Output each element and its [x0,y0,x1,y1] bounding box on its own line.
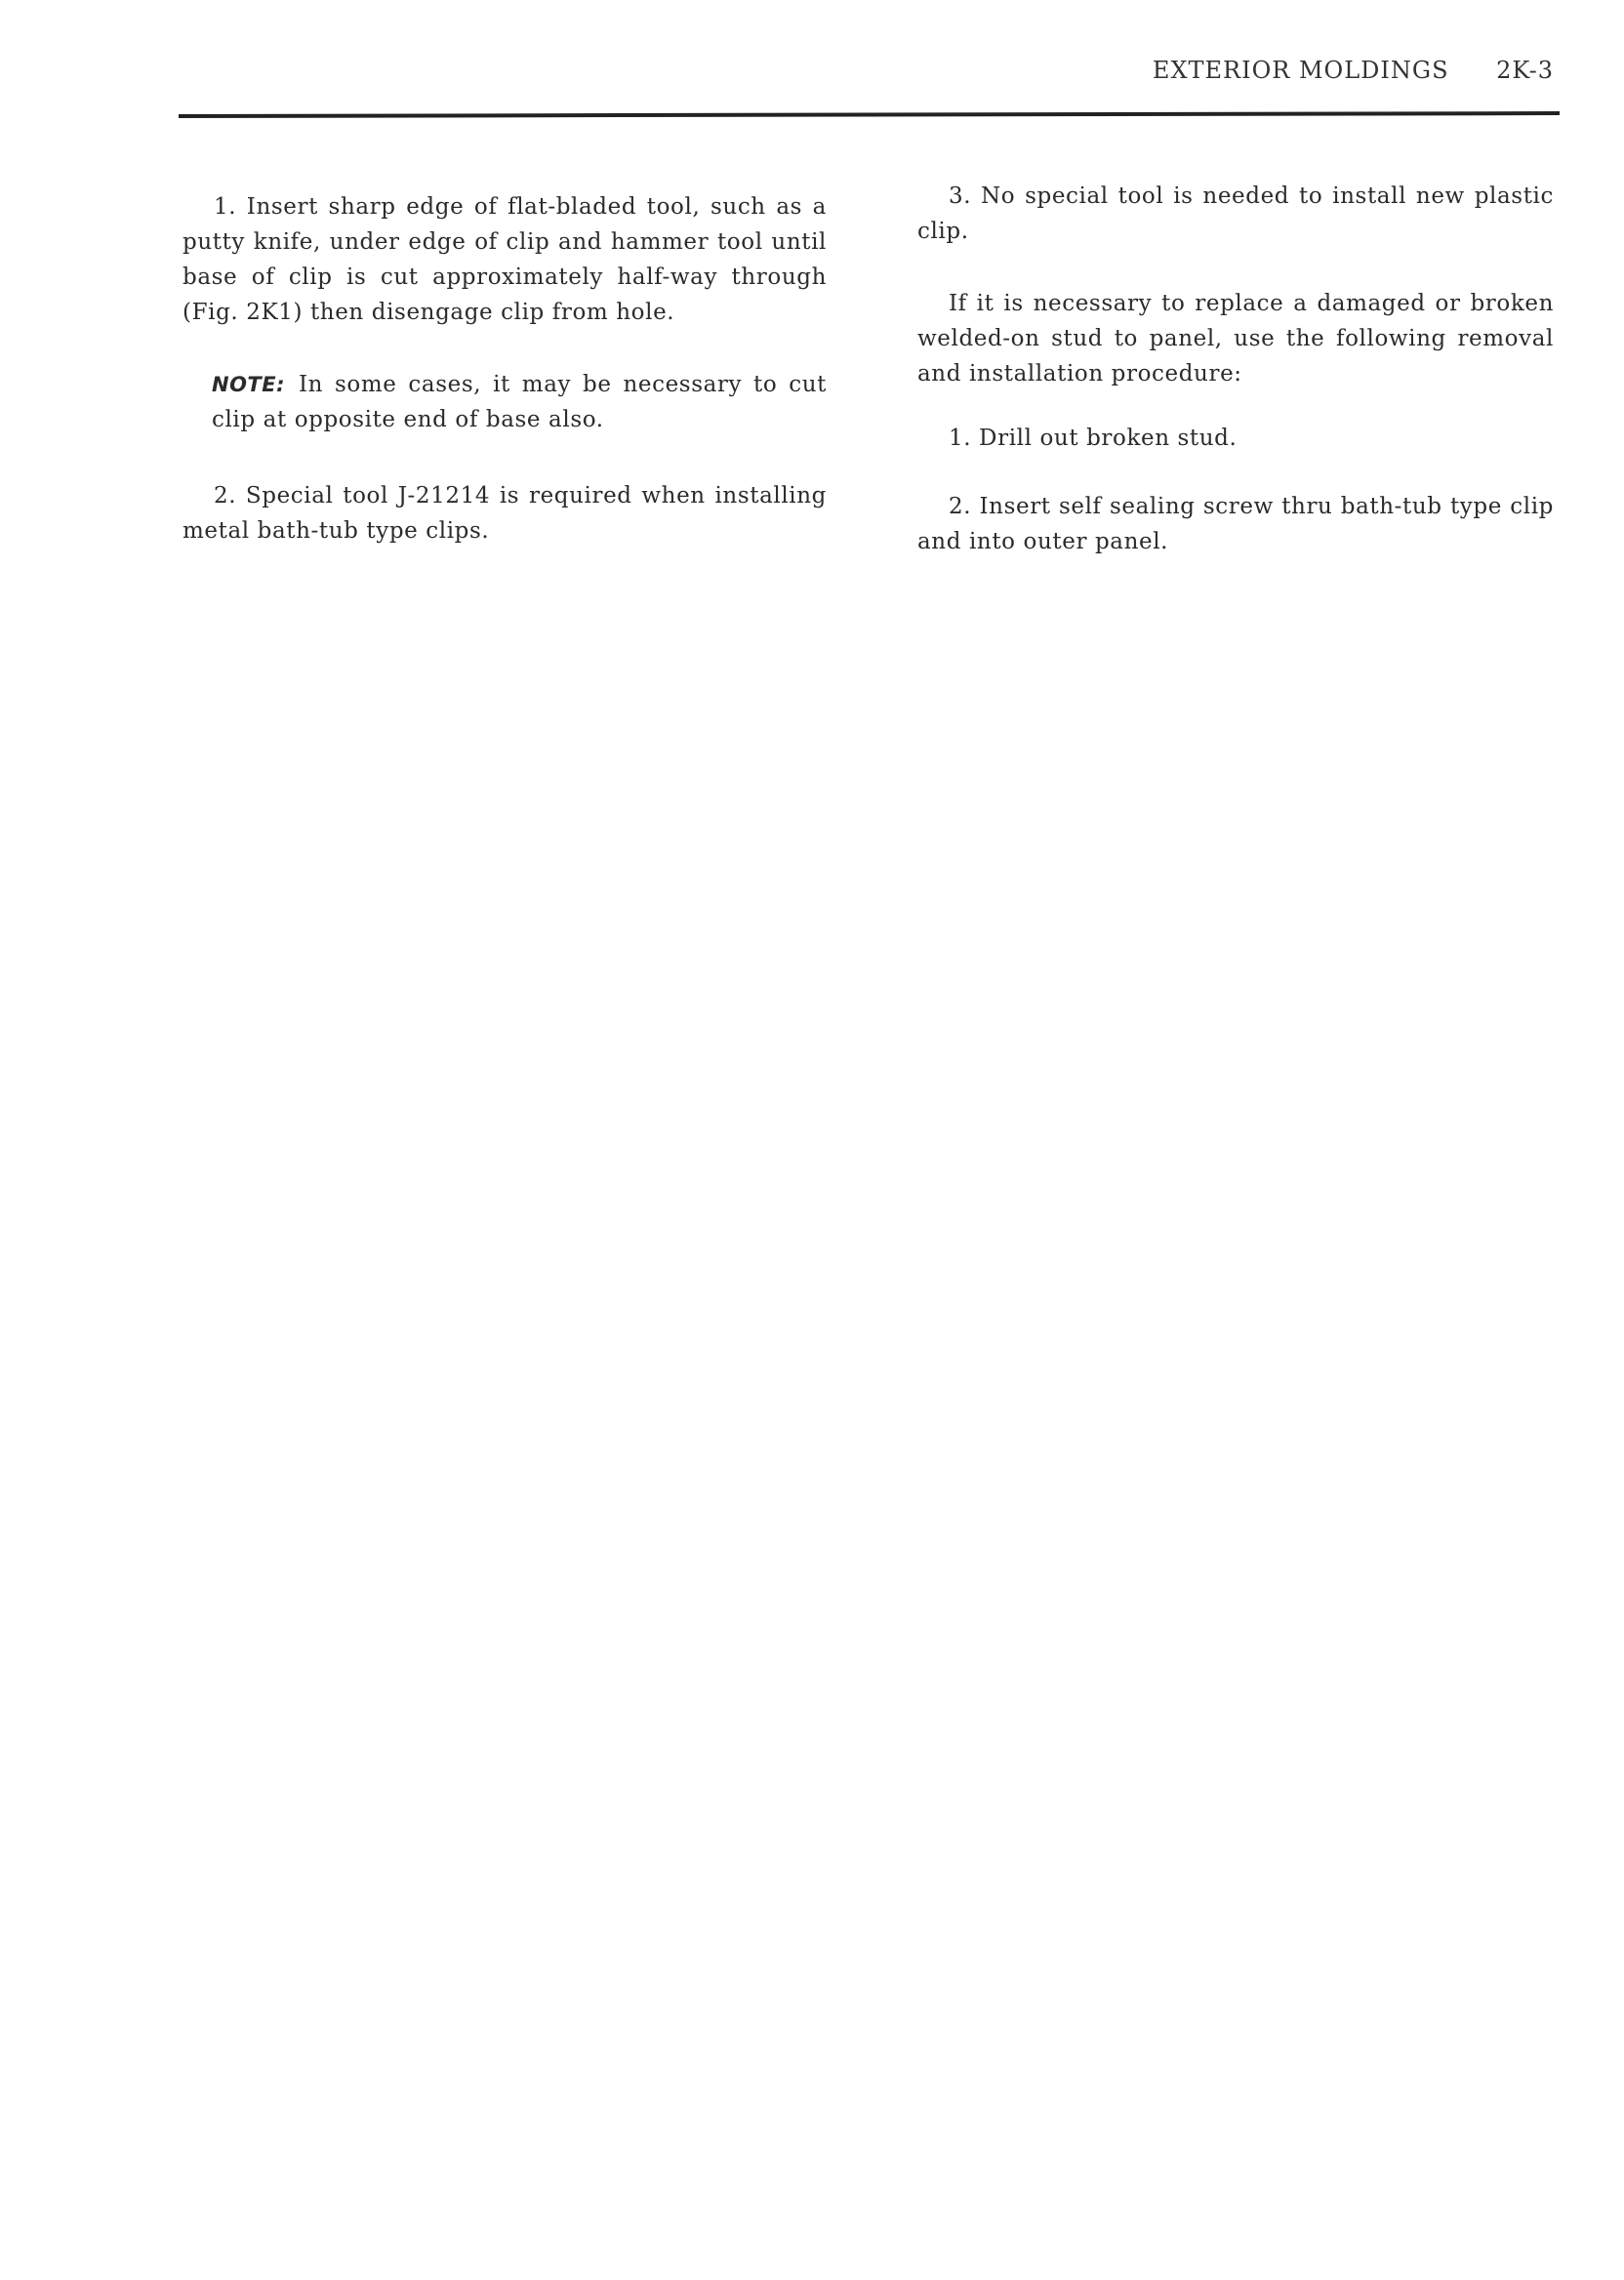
note-paragraph [212,367,827,437]
stud-replacement-intro: If it is necessary to replace a damaged or broken welded-on stud to panel, use the following removal and installation procedure: [917,291,1554,387]
note-label: NOTE: [212,373,285,396]
note-text: In some cases, it may be necessary to cut clip at opposite end of base also. [212,372,827,432]
page-header [1153,57,1554,84]
stud-step-1-paragraph: 1. Drill out broken stud. [949,426,1238,451]
header-rule [179,111,1560,118]
step-3-paragraph: 3. No special tool is needed to install new plastic clip. [917,183,1554,244]
step-2-paragraph: 2. Special tool J-21214 is required when installing metal bath-tub type clips. [183,483,827,544]
left-column [183,189,827,549]
page-number: 2K-3 [1496,57,1554,84]
step-1-paragraph: 1. Insert sharp edge of flat-bladed tool, such as a putty knife, under edge of clip and hammer tool until base of clip is cut approximately half-way through (Fig. 2K1) then disengage clip from hole. [183,194,827,325]
stud-step-2-paragraph: 2. Insert self sealing screw thru bath-tub type clip and into outer panel. [917,494,1554,554]
right-column [917,179,1554,559]
section-title: EXTERIOR MOLDINGS [1152,57,1449,84]
